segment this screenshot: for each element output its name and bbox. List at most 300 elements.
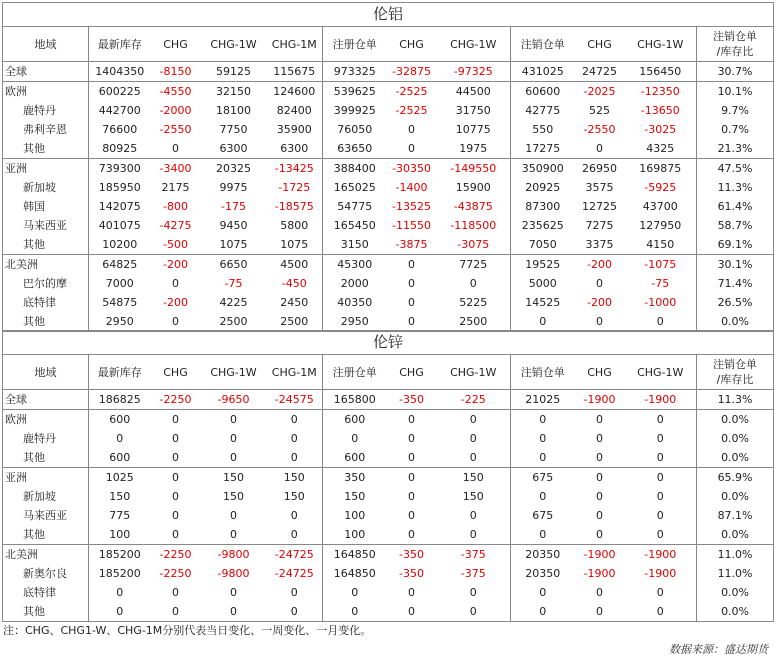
cell-cancelled-chg-1w: 127950 [639,219,682,232]
aluminum-table [2,2,774,332]
cell-chg-1m: 150 [267,468,323,488]
cell-warrant-chg: 0 [408,142,415,155]
header-warrant-chg-1w: CHG-1W [437,27,511,62]
table-row [3,312,774,332]
cell-latest-stock: 2950 [89,312,151,332]
cell-registered-warrants: 539625 [323,82,387,102]
cell-warrant-chg-1w: 0 [469,432,477,445]
cell-chg-1w: 18100 [216,104,251,117]
cell-chg-1w: 0 [230,509,237,522]
cell-region: 欧洲 [3,410,89,430]
cell-cancelled-chg: -2550 [583,123,616,136]
cell-chg-1m: 4500 [267,255,323,275]
cell-cancelled-warrants: 0 [511,583,575,602]
cell-cancelled-warrants: 0 [511,602,575,622]
cell-warrant-chg: -2525 [387,82,437,102]
cell-registered-warrants: 0 [323,602,387,622]
cell-chg-1m: 0 [290,432,298,445]
cell-region: 底特律 [3,293,89,312]
cell-registered-warrants: 973325 [323,62,387,82]
cell-chg-1w: 20325 [201,159,267,179]
cell-chg-1w: 0 [201,410,267,430]
cell-registered-warrants: 54775 [323,197,387,216]
cell-chg-1w: 32150 [201,82,267,102]
cell-warrant-chg: -350 [387,390,437,410]
cell-registered-warrants: 0 [323,429,387,448]
cell-cancelled-chg: -1900 [575,545,625,565]
cell-warrant-chg: 0 [387,410,437,430]
cell-chg-1w: 0 [201,602,267,622]
cell-warrant-chg: -1400 [395,181,428,194]
cell-cancel-ratio: 0.0% [697,312,774,332]
cell-chg-1w: 7750 [219,123,248,136]
cell-chg: -800 [163,200,188,213]
cell-cancelled-chg: 525 [589,104,610,117]
cell-region: 全球 [3,62,89,82]
cell-cancel-ratio: 11.0% [697,564,774,583]
cell-warrant-chg: 0 [408,586,415,599]
cell-warrant-chg-1w: -225 [437,390,511,410]
cell-cancelled-warrants: 0 [511,487,575,506]
cell-cancel-ratio: 71.4% [697,274,774,293]
table-row [3,525,774,545]
cell-chg: 0 [151,410,201,430]
cell-cancelled-warrants: 5000 [511,274,575,293]
cell-region: 其他 [3,235,89,255]
cell-chg-1m: 0 [290,586,298,599]
cell-cancelled-chg: 3575 [585,181,614,194]
cell-chg: 0 [151,468,201,488]
cell-chg-1w: -9650 [201,390,267,410]
cell-warrant-chg-1w: 15900 [455,181,491,194]
table-row [3,545,774,565]
cell-cancel-ratio: 30.7% [697,62,774,82]
cell-latest-stock: 10200 [89,235,151,255]
cell-cancelled-warrants: 675 [511,506,575,525]
cell-cancelled-chg: -1900 [575,390,625,410]
header-warrant-chg-1w: CHG-1W [437,355,511,390]
cell-warrant-chg: -32875 [387,62,437,82]
cell-chg: -2550 [159,123,192,136]
cell-cancel-ratio: 0.0% [697,602,774,622]
cell-cancelled-warrants: 14525 [511,293,575,312]
table-row [3,506,774,525]
cell-cancelled-warrants: 19525 [511,255,575,275]
cell-warrant-chg-1w: -97325 [437,62,511,82]
cell-cancelled-warrants: 0 [511,410,575,430]
cell-cancelled-chg-1w: 0 [656,528,664,541]
cell-region: 底特律 [3,583,89,602]
cell-cancelled-warrants: 20925 [511,178,575,197]
cell-region: 鹿特丹 [3,429,89,448]
cell-cancel-ratio: 0.0% [697,448,774,468]
table-row [3,390,774,410]
cell-warrant-chg-1w: 150 [437,468,511,488]
cell-cancel-ratio: 11.3% [697,178,774,197]
cell-registered-warrants: 63650 [323,139,387,159]
cell-cancelled-chg: 0 [596,509,603,522]
header-chg-1w: CHG-1W [201,27,267,62]
cell-latest-stock: 600 [89,448,151,468]
cell-chg-1m: 0 [290,528,298,541]
cell-warrant-chg-1w: 31750 [455,104,491,117]
header-ratio-line1: 注销仓单 [713,358,758,371]
cell-chg-1w: 0 [230,451,237,464]
cell-region: 新奥尔良 [3,564,89,583]
cell-cancelled-chg-1w: -3025 [644,123,677,136]
cell-cancelled-chg-1w: 169875 [625,159,697,179]
cell-latest-stock: 0 [89,602,151,622]
cell-chg: -500 [163,238,188,251]
table-row [3,139,774,159]
cell-cancelled-chg: 0 [575,468,625,488]
cell-registered-warrants: 165800 [323,390,387,410]
cell-cancelled-chg: 12725 [582,200,617,213]
cell-cancelled-chg-1w: 0 [625,312,697,332]
cell-registered-warrants: 399925 [323,101,387,120]
cell-chg-1m: -24575 [267,390,323,410]
header-cancelled-chg: CHG [575,27,625,62]
cell-cancel-ratio: 69.1% [697,235,774,255]
cell-chg-1m: -1725 [278,181,311,194]
cell-cancelled-chg-1w: 0 [656,586,664,599]
cell-registered-warrants: 2950 [323,312,387,332]
cell-cancel-ratio: 11.3% [697,390,774,410]
cell-chg: 0 [151,602,201,622]
cell-cancelled-chg: 0 [575,312,625,332]
table-row [3,564,774,583]
cell-latest-stock: 0 [89,429,151,448]
header-cancelled-chg-1w: CHG-1W [625,27,697,62]
cell-warrant-chg-1w: -43875 [453,200,493,213]
cell-warrant-chg-1w: 150 [462,490,484,503]
cell-region: 亚洲 [3,159,89,179]
cell-cancelled-chg: 0 [575,410,625,430]
header-chg: CHG [151,27,201,62]
cell-cancelled-chg: -2025 [575,82,625,102]
cell-cancelled-chg-1w: -1900 [625,390,697,410]
cell-latest-stock: 442700 [89,101,151,120]
cell-chg-1m: 2500 [267,312,323,332]
cell-warrant-chg: 0 [408,432,415,445]
table-row [3,255,774,275]
cell-chg: 0 [172,432,179,445]
cell-cancelled-warrants: 42775 [511,101,575,120]
cell-cancelled-chg: 0 [596,586,603,599]
footnote: 注：CHG、CHG1-W、CHG-1M分别代表当日变化、一周变化、一月变化。 [3,624,372,637]
cell-registered-warrants: 3150 [323,235,387,255]
cell-registered-warrants: 165450 [323,216,387,235]
data-source: 数据来源：盛达期货 [669,643,768,656]
cell-chg-1w: 150 [223,490,244,503]
header-region: 地域 [3,355,89,390]
cell-cancel-ratio: 61.4% [697,197,774,216]
cell-chg: 0 [172,528,179,541]
header-cancelled-chg-1w: CHG-1W [625,355,697,390]
cell-chg: 0 [172,586,179,599]
cell-chg: 0 [172,509,179,522]
cell-chg-1w: 4225 [219,296,248,309]
cell-registered-warrants: 0 [323,583,387,602]
header-chg: CHG [151,355,201,390]
cell-warrant-chg: 0 [408,509,415,522]
cell-warrant-chg: 0 [387,312,437,332]
cell-cancel-ratio: 0.0% [697,410,774,430]
header-chg-1m: CHG-1M [267,355,323,390]
cell-latest-stock: 185950 [89,178,151,197]
cell-cancelled-chg-1w: -13650 [640,104,680,117]
cell-warrant-chg-1w: 1975 [459,142,488,155]
cell-region: 欧洲 [3,82,89,102]
table-row [3,197,774,216]
cell-registered-warrants: 164850 [323,564,387,583]
cell-warrant-chg-1w: 0 [469,586,477,599]
cell-registered-warrants: 2000 [323,274,387,293]
cell-cancelled-chg-1w: 0 [656,509,664,522]
cell-cancelled-chg: 0 [575,602,625,622]
cell-latest-stock: 185200 [89,545,151,565]
table-row [3,274,774,293]
cell-cancelled-chg: 0 [596,528,603,541]
cell-chg-1m: 0 [290,451,298,464]
table-row [3,216,774,235]
cell-warrant-chg-1w: 0 [469,528,477,541]
cell-cancelled-chg-1w: -1900 [625,545,697,565]
cell-cancelled-chg-1w: 0 [625,410,697,430]
cell-warrant-chg: 0 [408,123,415,136]
cell-warrant-chg: -11550 [392,219,431,232]
cell-chg-1w: -9800 [217,567,250,580]
cell-cancelled-chg-1w: 43700 [642,200,678,213]
cell-chg: -3400 [151,159,201,179]
cell-cancelled-warrants: 60600 [511,82,575,102]
cell-warrant-chg-1w: 5225 [459,296,488,309]
cell-registered-warrants: 165025 [323,178,387,197]
cell-cancelled-chg-1w: 0 [656,490,664,503]
cell-chg: 0 [151,312,201,332]
cell-registered-warrants: 350 [323,468,387,488]
cell-registered-warrants: 45300 [323,255,387,275]
cell-cancelled-chg: -200 [587,296,612,309]
cell-cancelled-chg: -1900 [583,567,616,580]
cell-warrant-chg: -2525 [395,104,428,117]
cell-cancel-ratio: 47.5% [697,159,774,179]
cell-chg-1m: 0 [267,410,323,430]
cell-warrant-chg-1w: 7725 [437,255,511,275]
cell-region: 其他 [3,448,89,468]
table-row [3,293,774,312]
cell-warrant-chg-1w: -375 [437,545,511,565]
cell-chg: -8150 [151,62,201,82]
cell-cancelled-chg-1w: 0 [625,468,697,488]
cell-cancelled-chg-1w: 0 [625,602,697,622]
cell-warrant-chg-1w: 0 [469,509,477,522]
cell-registered-warrants: 600 [323,410,387,430]
cell-chg-1m: 115675 [267,62,323,82]
cell-latest-stock: 150 [89,487,151,506]
cell-latest-stock: 739300 [89,159,151,179]
cell-region: 北美洲 [3,545,89,565]
cell-registered-warrants: 100 [323,506,387,525]
cell-chg-1w: 9450 [219,219,248,232]
cell-cancelled-warrants: 0 [511,312,575,332]
cell-cancelled-chg-1w: -1075 [625,255,697,275]
cell-cancelled-chg: 0 [596,432,603,445]
cell-chg-1w: 1075 [219,238,248,251]
table-row [3,159,774,179]
cell-chg: 0 [172,142,179,155]
header-latest-stock: 最新库存 [89,355,151,390]
header-ratio-line1: 注销仓单 [713,30,758,43]
cell-registered-warrants: 76050 [323,120,387,139]
cell-cancel-ratio: 30.1% [697,255,774,275]
cell-chg-1w: 9975 [219,181,248,194]
table-row [3,101,774,120]
cell-region: 弗利辛恩 [3,120,89,139]
cell-warrant-chg: -350 [399,567,424,580]
cell-chg: -4550 [151,82,201,102]
cell-warrant-chg: -13525 [392,200,431,213]
cell-cancelled-chg-1w: -12350 [625,82,697,102]
cell-cancelled-chg: 3375 [585,238,614,251]
cell-cancel-ratio: 11.0% [697,545,774,565]
cell-cancelled-warrants: 675 [511,468,575,488]
cell-chg: -200 [163,296,188,309]
cell-cancelled-chg: 0 [596,451,603,464]
table-row [3,82,774,102]
cell-warrant-chg: -30350 [387,159,437,179]
cell-cancelled-warrants: 235625 [511,216,575,235]
cell-cancelled-chg: 26950 [575,159,625,179]
cell-chg-1w: 0 [230,528,237,541]
header-chg-1w: CHG-1W [201,355,267,390]
cell-chg-1m: 0 [267,602,323,622]
cell-region: 马来西亚 [3,216,89,235]
cell-chg-1m: -450 [281,277,307,290]
cell-warrant-chg: 0 [408,296,415,309]
table-row [3,429,774,448]
cell-chg-1m: 82400 [276,104,312,117]
cell-cancel-ratio: 26.5% [697,293,774,312]
cell-warrant-chg-1w: 0 [469,277,477,290]
cell-chg-1m: -24725 [274,567,314,580]
cell-latest-stock: 0 [89,583,151,602]
cell-cancel-ratio: 58.7% [697,216,774,235]
header-registered-warrants: 注册仓单 [323,355,387,390]
cell-latest-stock: 76600 [89,120,151,139]
table-title: 伦铝 [3,3,774,27]
table-row [3,448,774,468]
cell-region: 亚洲 [3,468,89,488]
cell-latest-stock: 100 [89,525,151,545]
cell-chg-1w: 0 [230,586,237,599]
cell-warrant-chg-1w: 10775 [455,123,491,136]
cell-region: 新加坡 [3,487,89,506]
cell-cancel-ratio: 0.0% [697,429,774,448]
cell-cancel-ratio: 65.9% [697,468,774,488]
cell-cancelled-chg: 24725 [575,62,625,82]
header-cancelled-chg: CHG [575,355,625,390]
cell-registered-warrants: 164850 [323,545,387,565]
cell-chg: 0 [172,451,179,464]
cell-chg: -200 [151,255,201,275]
cell-cancelled-chg-1w: 156450 [625,62,697,82]
table-row [3,487,774,506]
cell-cancelled-warrants: 431025 [511,62,575,82]
table-row [3,62,774,82]
cell-cancelled-chg: 0 [596,490,603,503]
cell-cancelled-warrants: 20350 [511,545,575,565]
cell-region: 巴尔的摩 [3,274,89,293]
table-row [3,120,774,139]
cell-warrant-chg: -350 [387,545,437,565]
cell-registered-warrants: 600 [323,448,387,468]
cell-cancelled-warrants: 0 [511,429,575,448]
cell-chg-1m: 35900 [276,123,312,136]
cell-chg-1m: 1075 [280,238,309,251]
cell-chg-1w: 150 [201,468,267,488]
cell-warrant-chg: 0 [408,451,415,464]
cell-chg-1w: -175 [221,200,246,213]
cell-latest-stock: 775 [89,506,151,525]
cell-chg: -2250 [151,390,201,410]
table-row [3,583,774,602]
cell-warrant-chg: 0 [387,468,437,488]
cell-region: 其他 [3,312,89,332]
cell-region: 全球 [3,390,89,410]
cell-cancel-ratio: 87.1% [697,506,774,525]
cell-cancelled-warrants: 0 [511,448,575,468]
cell-warrant-chg: 0 [408,277,415,290]
cell-cancelled-chg-1w: 0 [656,432,664,445]
cell-cancelled-warrants: 7050 [511,235,575,255]
cell-warrant-chg-1w: 0 [437,602,511,622]
cell-region: 马来西亚 [3,506,89,525]
cell-chg: -4275 [159,219,192,232]
header-registered-warrants: 注册仓单 [323,27,387,62]
cell-chg-1w: 0 [230,432,237,445]
cell-region: 其他 [3,139,89,159]
cell-region: 北美洲 [3,255,89,275]
cell-chg-1m: -13425 [267,159,323,179]
cell-cancelled-warrants: 20350 [511,564,575,583]
cell-latest-stock: 600225 [89,82,151,102]
cell-region: 鹿特丹 [3,101,89,120]
cell-chg-1w: -75 [224,277,243,290]
cell-chg-1m: 2450 [280,296,309,309]
cell-cancelled-warrants: 350900 [511,159,575,179]
cell-warrant-chg-1w: -375 [460,567,486,580]
cell-chg-1m: 150 [283,490,305,503]
cell-cancelled-warrants: 87300 [511,197,575,216]
cell-warrant-chg-1w: 0 [469,451,477,464]
zinc-table [2,330,774,622]
cell-chg: 0 [172,277,179,290]
cell-registered-warrants: 100 [323,525,387,545]
cell-cancelled-chg: 7275 [585,219,614,232]
cell-latest-stock: 1025 [89,468,151,488]
cell-warrant-chg: -3875 [395,238,428,251]
cell-cancelled-chg-1w: -75 [651,277,670,290]
cell-latest-stock: 80925 [89,139,151,159]
cell-latest-stock: 186825 [89,390,151,410]
cell-chg: -2250 [151,545,201,565]
cell-warrant-chg: 0 [408,528,415,541]
cell-cancelled-warrants: 550 [511,120,575,139]
cell-region: 韩国 [3,197,89,216]
header-cancel-ratio [697,355,774,390]
cell-cancel-ratio: 9.7% [697,101,774,120]
